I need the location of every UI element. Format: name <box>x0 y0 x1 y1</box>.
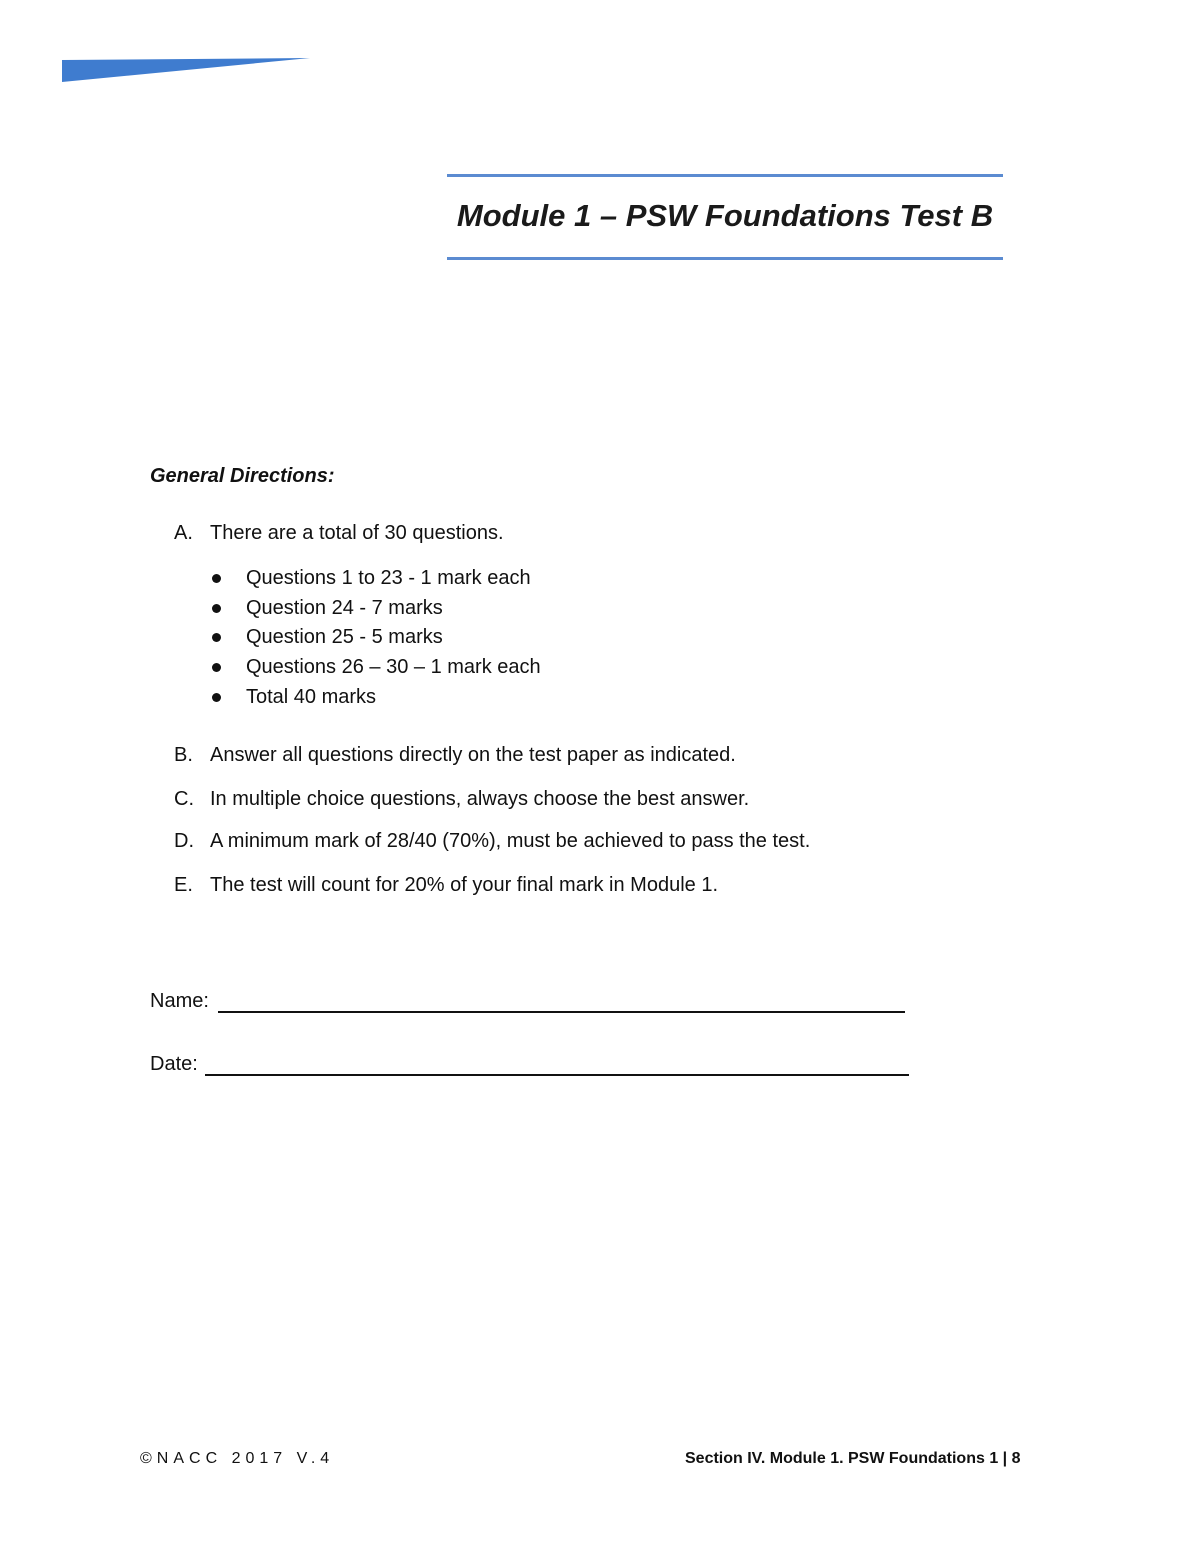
direction-item-e <box>174 871 718 899</box>
footer-copyright: ©NACC 2017 V.4 <box>140 1450 335 1467</box>
corner-decoration <box>62 58 310 82</box>
name-field[interactable] <box>218 1011 905 1013</box>
bullet-icon <box>212 604 221 613</box>
direction-item-c <box>174 785 749 813</box>
footer-page-info: Section IV. Module 1. PSW Foundations 1 | 8 <box>685 1450 1021 1467</box>
document-title: Module 1 – PSW Foundations Test B <box>456 198 994 233</box>
bullet-icon <box>212 633 221 642</box>
direction-text: Answer all questions directly on the test paper as indicated. <box>210 744 736 766</box>
list-item-text: Questions 1 to 23 - 1 mark each <box>246 567 531 589</box>
direction-item-b <box>174 741 736 769</box>
direction-letter: B. <box>174 744 193 766</box>
list-item-text: Question 24 - 7 marks <box>246 596 443 619</box>
direction-letter: C. <box>174 788 194 810</box>
direction-letter: A. <box>174 522 193 544</box>
bullet-icon <box>212 693 221 702</box>
direction-letter: D. <box>174 830 194 852</box>
directions-heading: General Directions: <box>150 465 335 487</box>
direction-letter: E. <box>174 874 193 896</box>
direction-text: A minimum mark of 28/40 (70%), must be achieved to pass the test. <box>210 830 811 852</box>
bullet-icon <box>212 574 221 583</box>
direction-item-a <box>174 519 504 547</box>
title-rule-top <box>447 174 1003 177</box>
bullet-icon <box>212 663 221 672</box>
date-label: Date: <box>150 1053 198 1075</box>
title-rule-bottom <box>447 257 1003 260</box>
date-field[interactable] <box>205 1074 909 1076</box>
list-item-text: Question 25 - 5 marks <box>246 626 443 649</box>
list-item-text: Total 40 marks <box>246 685 377 708</box>
direction-text: The test will count for 20% of your final mark in Module 1. <box>210 874 719 896</box>
direction-text: In multiple choice questions, always choose the best answer. <box>210 788 750 810</box>
direction-text: There are a total of 30 questions. <box>210 522 504 544</box>
direction-item-d <box>174 827 810 855</box>
list-item-text: Questions 26 – 30 – 1 mark each <box>246 656 541 679</box>
name-label: Name: <box>150 990 209 1012</box>
